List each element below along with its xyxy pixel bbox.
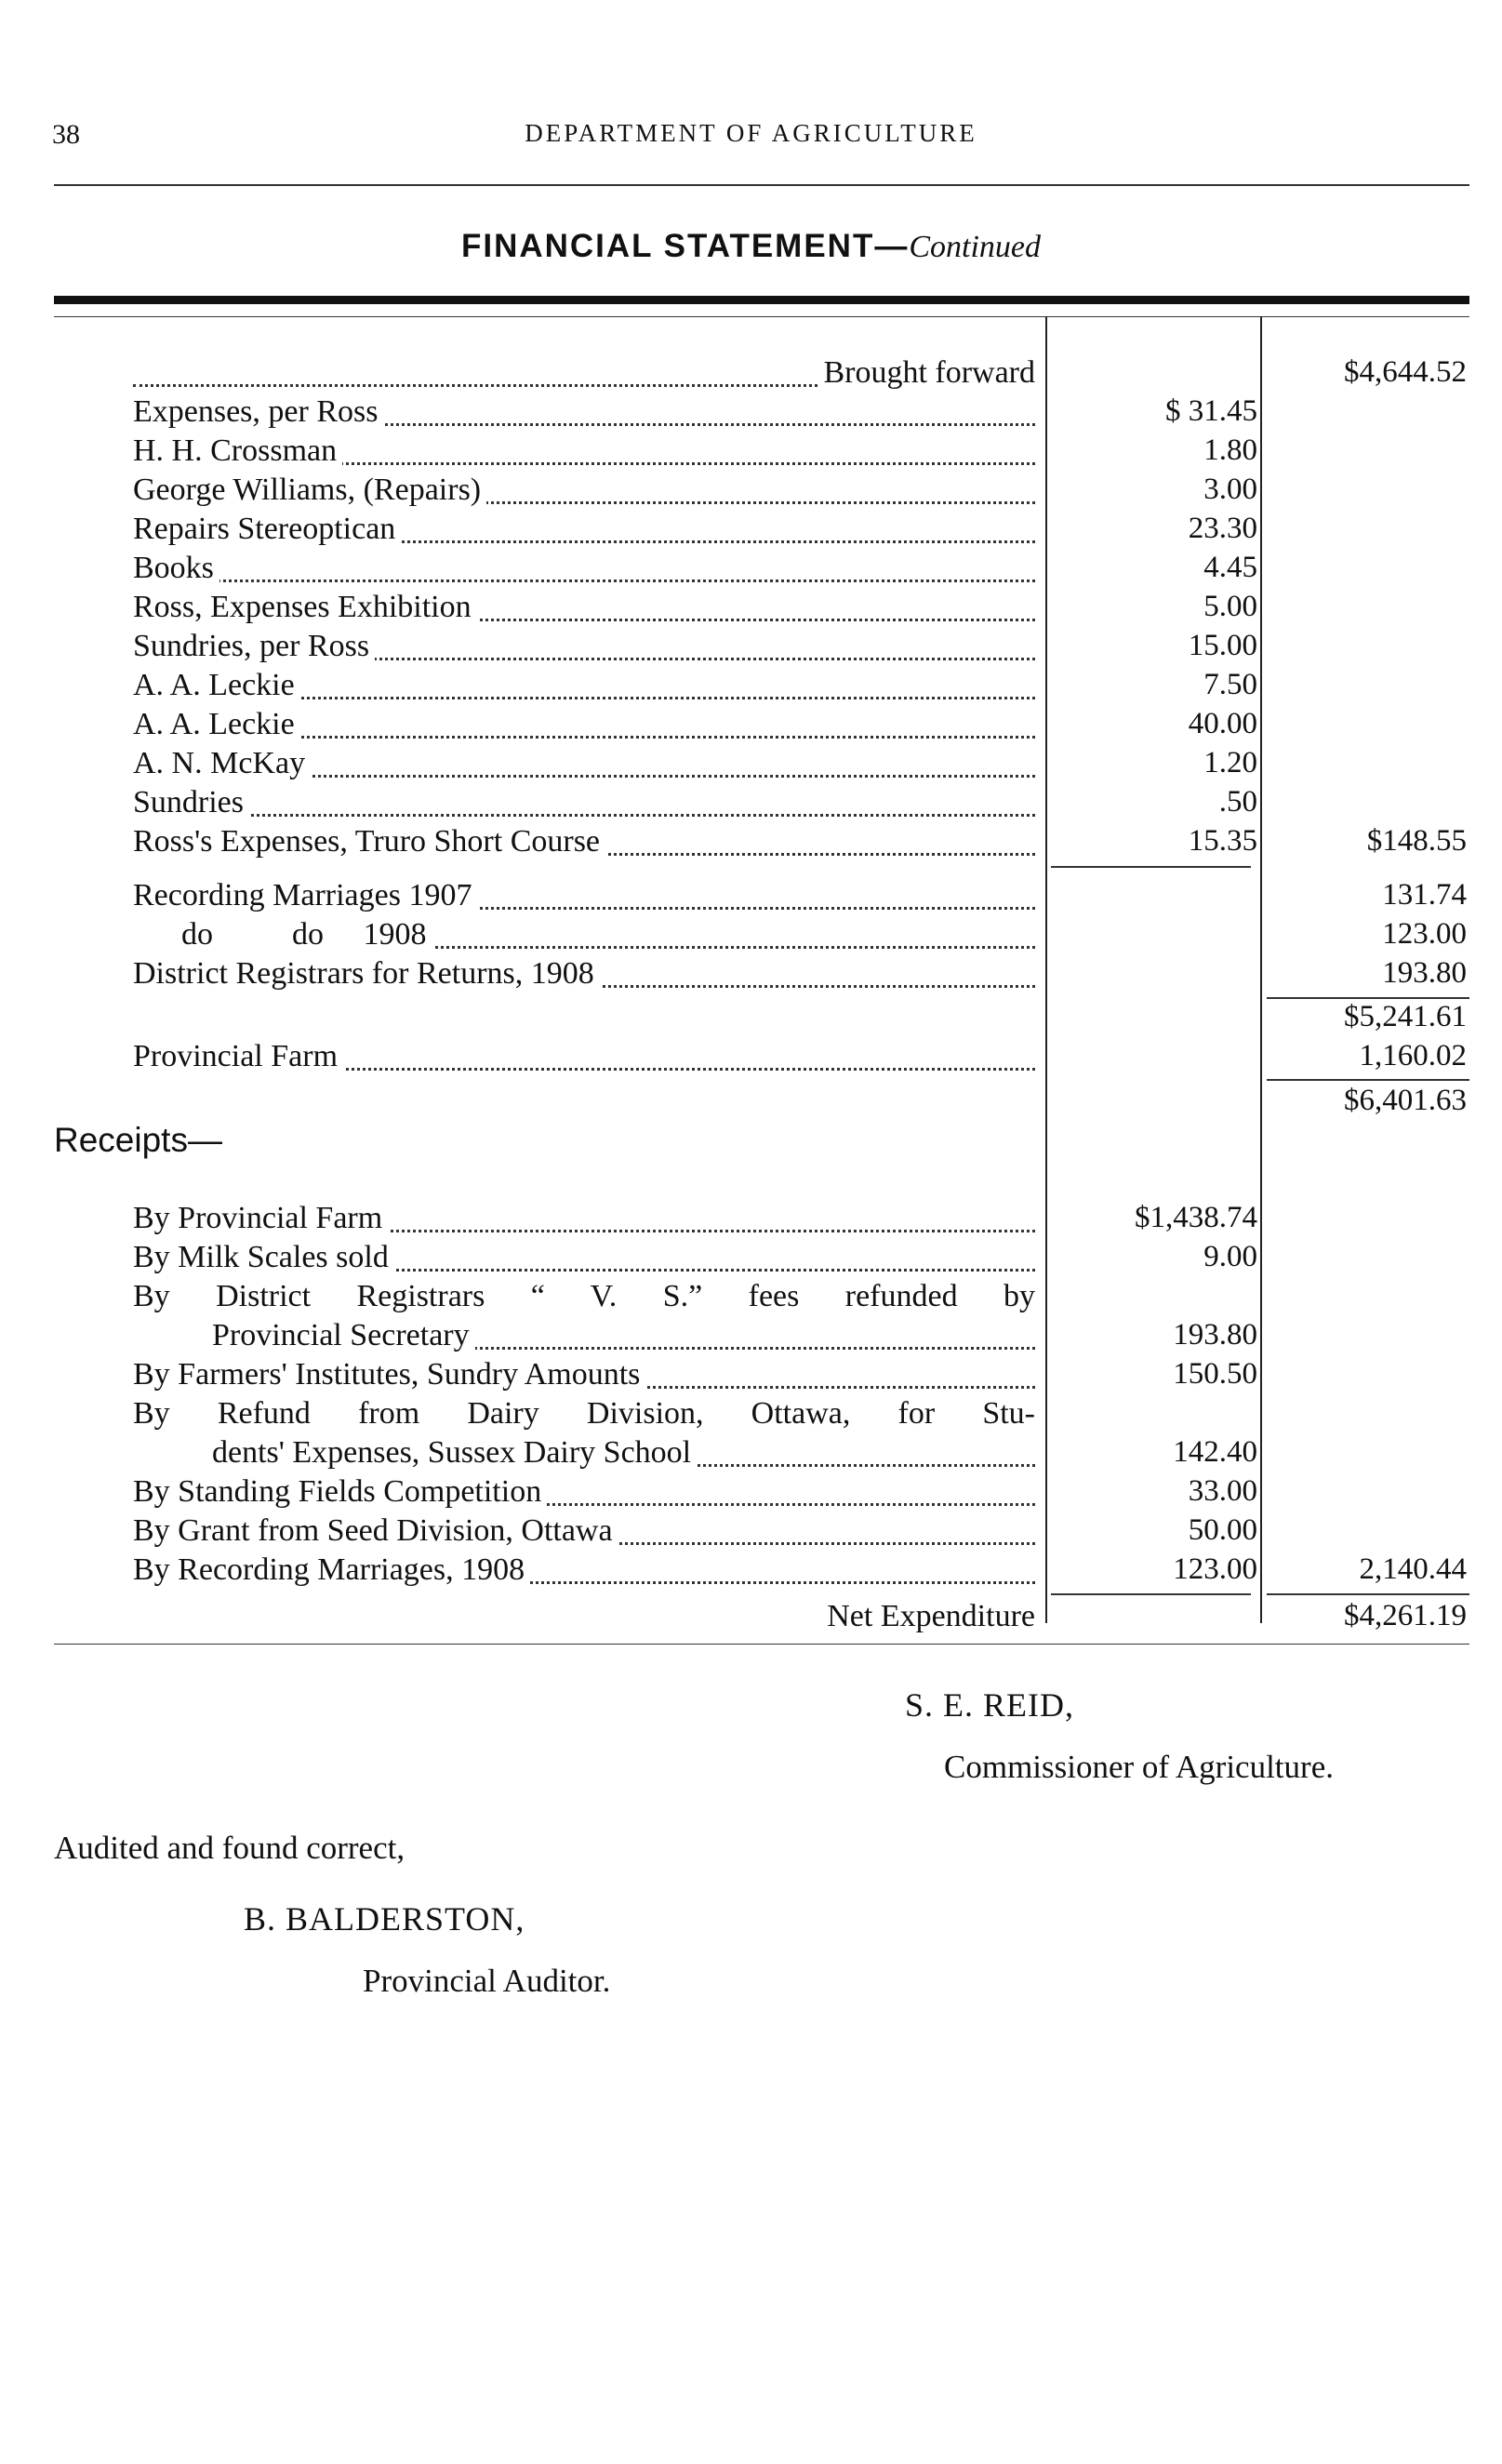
amount-cell: 9.00	[1203, 1240, 1257, 1273]
table-row: Repairs Stereoptican	[133, 510, 1035, 549]
amount-cell: .50	[1218, 785, 1257, 819]
receipts-heading: Receipts—	[54, 1121, 222, 1159]
subtotal-rule	[1267, 997, 1469, 999]
receipt-line: By District Registrars “ V. S.” fees refunded by	[133, 1279, 1035, 1313]
auditor-title: Provincial Auditor.	[363, 1963, 611, 1999]
row-brought-forward: Brought forward	[133, 353, 1035, 393]
amount-cell: 150.50	[1173, 1357, 1257, 1391]
table-row: A. N. McKay	[133, 744, 1035, 783]
table-row: A. A. Leckie	[133, 666, 1035, 705]
audit-statement: Audited and found correct,	[54, 1830, 405, 1866]
total-brought-forward: $4,644.52	[1344, 355, 1467, 389]
amount-cell: 1.20	[1203, 746, 1257, 779]
amount-cell: 4.45	[1203, 551, 1257, 584]
header-rule	[54, 184, 1469, 186]
signatory-name: S. E. REID,	[905, 1686, 1074, 1724]
table-row: Provincial Secretary	[133, 1316, 1035, 1355]
amount-cell: 50.00	[1188, 1513, 1257, 1547]
table-bottom-rule	[54, 1644, 1469, 1645]
table-row: By Standing Fields Competition	[133, 1472, 1035, 1512]
table-row: By Grant from Seed Division, Ottawa	[133, 1512, 1035, 1551]
page-title	[0, 228, 1502, 265]
row-provincial-farm: Provincial Farm	[133, 1037, 1035, 1076]
amount-cell: 33.00	[1188, 1474, 1257, 1508]
total-cell: $148.55	[1366, 824, 1467, 858]
total-cell: 193.80	[1382, 956, 1467, 990]
total-cell: 123.00	[1382, 917, 1467, 951]
table-row: By Farmers' Institutes, Sundry Amounts	[133, 1355, 1035, 1394]
amount-cell: $1,438.74	[1135, 1201, 1257, 1234]
table-row: Expenses, per Ross	[133, 393, 1035, 432]
table-row: A. A. Leckie	[133, 705, 1035, 744]
subtotal-rule	[1267, 1079, 1469, 1081]
table-row: do do 1908	[133, 915, 1035, 954]
receipts-rule	[1051, 1593, 1251, 1595]
table-row: Sundries, per Ross	[133, 627, 1035, 666]
table-row: By Recording Marriages, 1908	[133, 1551, 1035, 1590]
table-row: dents' Expenses, Sussex Dairy School	[133, 1433, 1035, 1472]
column-divider-left	[1045, 316, 1047, 1623]
table-row: Ross, Expenses Exhibition	[133, 588, 1035, 627]
table-row: By Provincial Farm	[133, 1199, 1035, 1238]
subtotal-rule	[1051, 866, 1251, 868]
amount-cell: 15.00	[1188, 629, 1257, 662]
table-row: Books	[133, 549, 1035, 588]
signatory-title: Commissioner of Agriculture.	[944, 1749, 1334, 1785]
page-number: 38	[52, 119, 80, 150]
receipts-rule	[1267, 1593, 1469, 1595]
running-head: DEPARTMENT OF AGRICULTURE	[525, 119, 977, 147]
amount-cell: 193.80	[1173, 1318, 1257, 1352]
subtotal-1: $5,241.61	[1344, 1000, 1467, 1033]
column-divider-right	[1260, 316, 1262, 1623]
amount-cell: $ 31.45	[1165, 394, 1257, 428]
total-cell: 131.74	[1382, 878, 1467, 912]
table-row: Recording Marriages 1907	[133, 876, 1035, 915]
net-expenditure-total: $4,261.19	[1344, 1599, 1467, 1632]
table-row: District Registrars for Returns, 1908	[133, 954, 1035, 993]
amount-cell: 5.00	[1203, 590, 1257, 623]
table-row: By Milk Scales sold	[133, 1238, 1035, 1277]
row-net-expenditure: Net Expenditure	[133, 1597, 1035, 1636]
auditor-name: B. BALDERSTON,	[244, 1900, 525, 1938]
receipt-line: By Refund from Dairy Division, Ottawa, for Stu-	[133, 1396, 1035, 1431]
amount-cell: 3.00	[1203, 473, 1257, 506]
amount-cell: 40.00	[1188, 707, 1257, 740]
heavy-rule	[54, 296, 1469, 304]
total-provincial-farm: 1,160.02	[1359, 1039, 1467, 1072]
table-row: Ross's Expenses, Truro Short Course	[133, 822, 1035, 861]
amount-cell: 15.35	[1188, 824, 1257, 858]
subtotal-2: $6,401.63	[1344, 1084, 1467, 1117]
receipts-total: 2,140.44	[1359, 1552, 1467, 1586]
title-continued: Continued	[909, 230, 1042, 264]
table-top-rule	[54, 316, 1469, 317]
amount-cell: 123.00	[1173, 1552, 1257, 1586]
amount-cell: 7.50	[1203, 668, 1257, 701]
table-row: George Williams, (Repairs)	[133, 471, 1035, 510]
amount-cell: 142.40	[1173, 1435, 1257, 1469]
table-row: H. H. Crossman	[133, 432, 1035, 471]
amount-cell: 1.80	[1203, 433, 1257, 467]
title-main: FINANCIAL STATEMENT—	[460, 228, 910, 264]
amount-cell: 23.30	[1188, 512, 1257, 545]
table-row: Sundries	[133, 783, 1035, 822]
